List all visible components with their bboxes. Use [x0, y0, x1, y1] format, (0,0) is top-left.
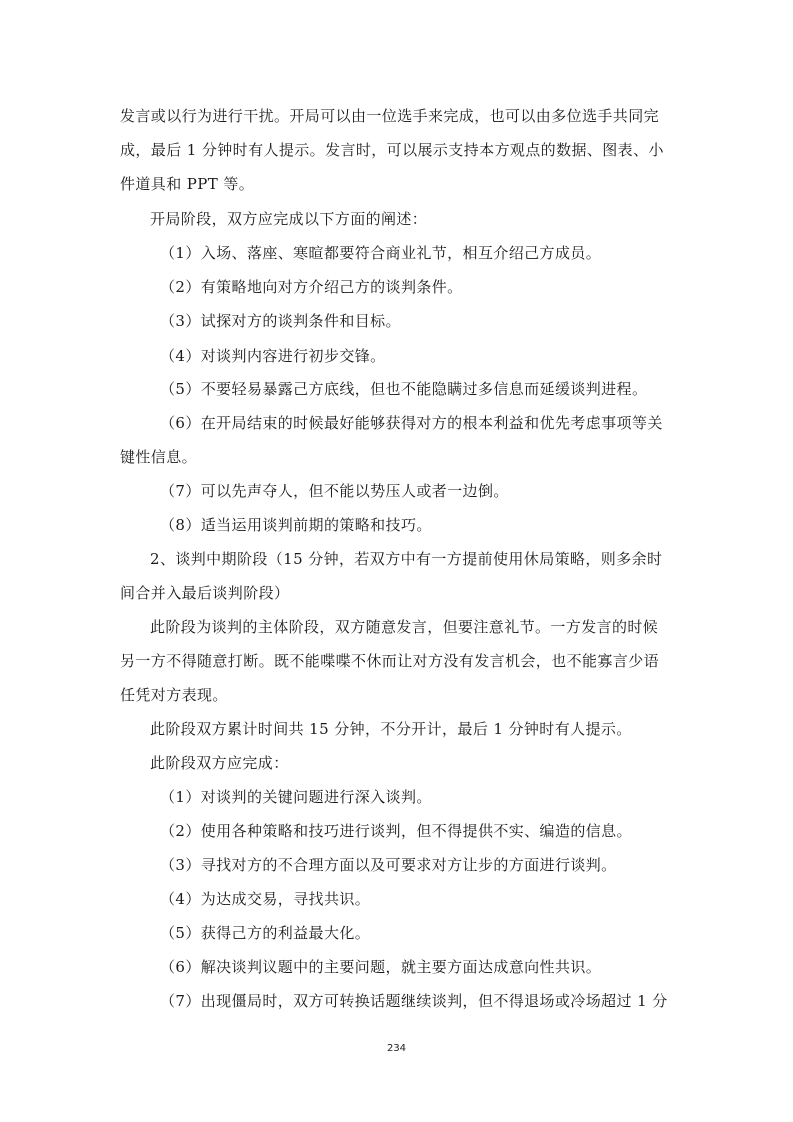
paragraph-line: 成，最后 1 分钟时有人提示。发言时，可以展示支持本方观点的数据、图表、小 — [120, 141, 664, 159]
list-item: （3）寻找对方的不合理方面以及可要求对方让步的方面进行谈判。 — [160, 856, 617, 874]
paragraph-line: 此阶段双方累计时间共 15 分钟，不分开计，最后 1 分钟时有人提示。 — [150, 720, 632, 738]
list-item: （8）适当运用谈判前期的策略和技巧。 — [160, 516, 432, 534]
section-heading-continuation: 间合并入最后谈判阶段） — [120, 584, 290, 602]
list-item: （2）有策略地向对方介绍己方的谈判条件。 — [160, 278, 463, 296]
paragraph-line: 另一方不得随意打断。既不能喋喋不休而让对方没有发言机会，也不能寡言少语 — [120, 652, 660, 670]
paragraph-line: 件道具和 PPT 等。 — [120, 175, 255, 193]
list-item: （3）试探对方的谈判条件和目标。 — [160, 312, 401, 330]
list-item: （2）使用各种策略和技巧进行谈判，但不得提供不实、编造的信息。 — [160, 822, 632, 840]
paragraph-line: 任凭对方表现。 — [120, 686, 228, 704]
list-item: （4）对谈判内容进行初步交锋。 — [160, 347, 386, 365]
list-item: （7）出现僵局时，双方可转换话题继续谈判，但不得退场或冷场超过 1 分 — [160, 992, 668, 1010]
list-item: （7）可以先声夺人，但不能以势压人或者一边倒。 — [160, 482, 509, 500]
list-item: （6）在开局结束的时候最好能够获得对方的根本利益和优先考虑事项等关 — [160, 414, 663, 432]
section-heading-line: 2、谈判中期阶段（15 分钟，若双方中有一方提前使用休局策略，则多余时 — [150, 550, 663, 568]
list-item: （1）入场、落座、寒暄都要符合商业礼节，相互介绍己方成员。 — [160, 244, 602, 262]
list-item: （6）解决谈判议题中的主要问题，就主要方面达成意向性共识。 — [160, 958, 602, 976]
list-item-continuation: 键性信息。 — [120, 448, 198, 466]
list-item: （5）获得己方的利益最大化。 — [160, 924, 371, 942]
list-item: （1）对谈判的关键问题进行深入谈判。 — [160, 788, 432, 806]
paragraph-line: 此阶段为谈判的主体阶段，双方随意发言，但要注意礼节。一方发言的时候 — [150, 618, 659, 636]
section-intro-line: 开局阶段，双方应完成以下方面的阐述： — [150, 210, 428, 228]
list-item: （5）不要轻易暴露己方底线，但也不能隐瞒过多信息而延缓谈判进程。 — [160, 380, 648, 398]
paragraph-line: 发言或以行为进行干扰。开局可以由一位选手来完成，也可以由多位选手共同完 — [120, 107, 660, 125]
section-intro-line: 此阶段双方应完成： — [150, 754, 289, 772]
page-number: 234 — [386, 1043, 407, 1054]
list-item: （4）为达成交易，寻找共识。 — [160, 890, 371, 908]
